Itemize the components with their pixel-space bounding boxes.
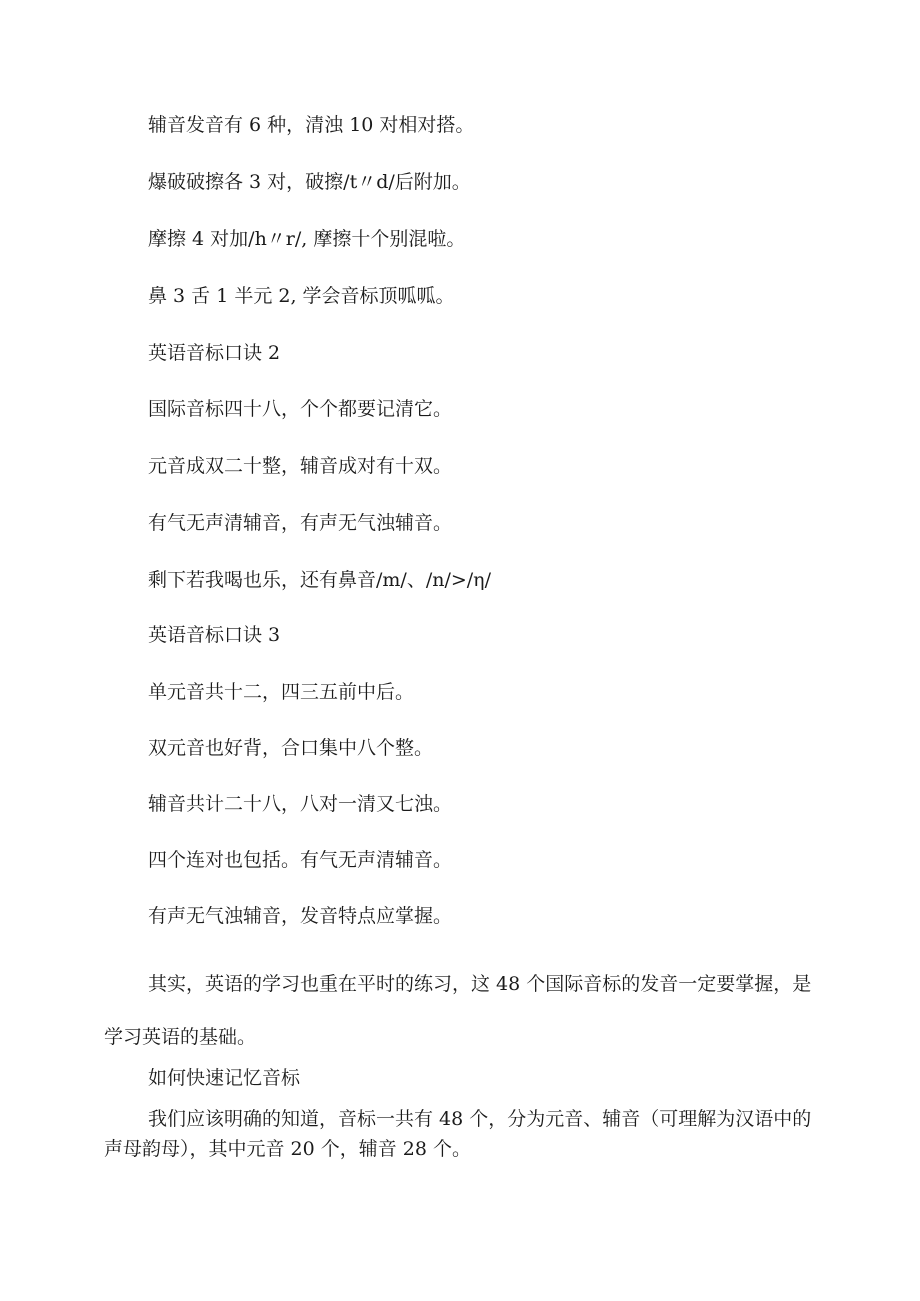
verse-line: 辅音共计二十八，八对一清又七浊。 <box>148 793 453 815</box>
section-heading: 如何快速记忆音标 <box>148 1067 301 1089</box>
verse-line: 鼻 3 舌 1 半元 2, 学会音标顶呱呱。 <box>148 285 455 307</box>
verse-line: 爆破破擦各 3 对，破擦/t〃d/后附加。 <box>148 171 471 193</box>
verse-line: 单元音共十二，四三五前中后。 <box>148 681 415 703</box>
verse-line: 双元音也好背，合口集中八个整。 <box>148 737 434 759</box>
body-paragraph: 我们应该明确的知道，音标一共有 48 个，分为元音、辅音（可理解为汉语中的声母韵母），其中元音 20 个，辅音 28 个。 <box>104 1108 812 1160</box>
verse-line: 有声无气浊辅音，发音特点应掌握。 <box>148 905 453 927</box>
verse-line: 辅音发音有 6 种，清浊 10 对相对搭。 <box>148 114 475 136</box>
section-title: 英语音标口诀 3 <box>148 624 281 646</box>
verse-line: 有气无声清辅音，有声无气浊辅音。 <box>148 512 453 534</box>
verse-line: 摩擦 4 对加/h〃r/, 摩擦十个别混啦。 <box>148 228 466 250</box>
verse-line: 剩下若我喝也乐，还有鼻音/m/、/n/>/η/ <box>148 569 491 591</box>
section-title: 英语音标口诀 2 <box>148 342 281 364</box>
verse-line: 四个连对也包括。有气无声清辅音。 <box>148 849 453 871</box>
verse-line: 元音成双二十整，辅音成对有十双。 <box>148 455 453 477</box>
body-paragraph: 其实，英语的学习也重在平时的练习，这 48 个国际音标的发音一定要掌握，是学习英语的基础。 <box>104 973 812 1048</box>
verse-line: 国际音标四十八，个个都要记清它。 <box>148 398 453 420</box>
